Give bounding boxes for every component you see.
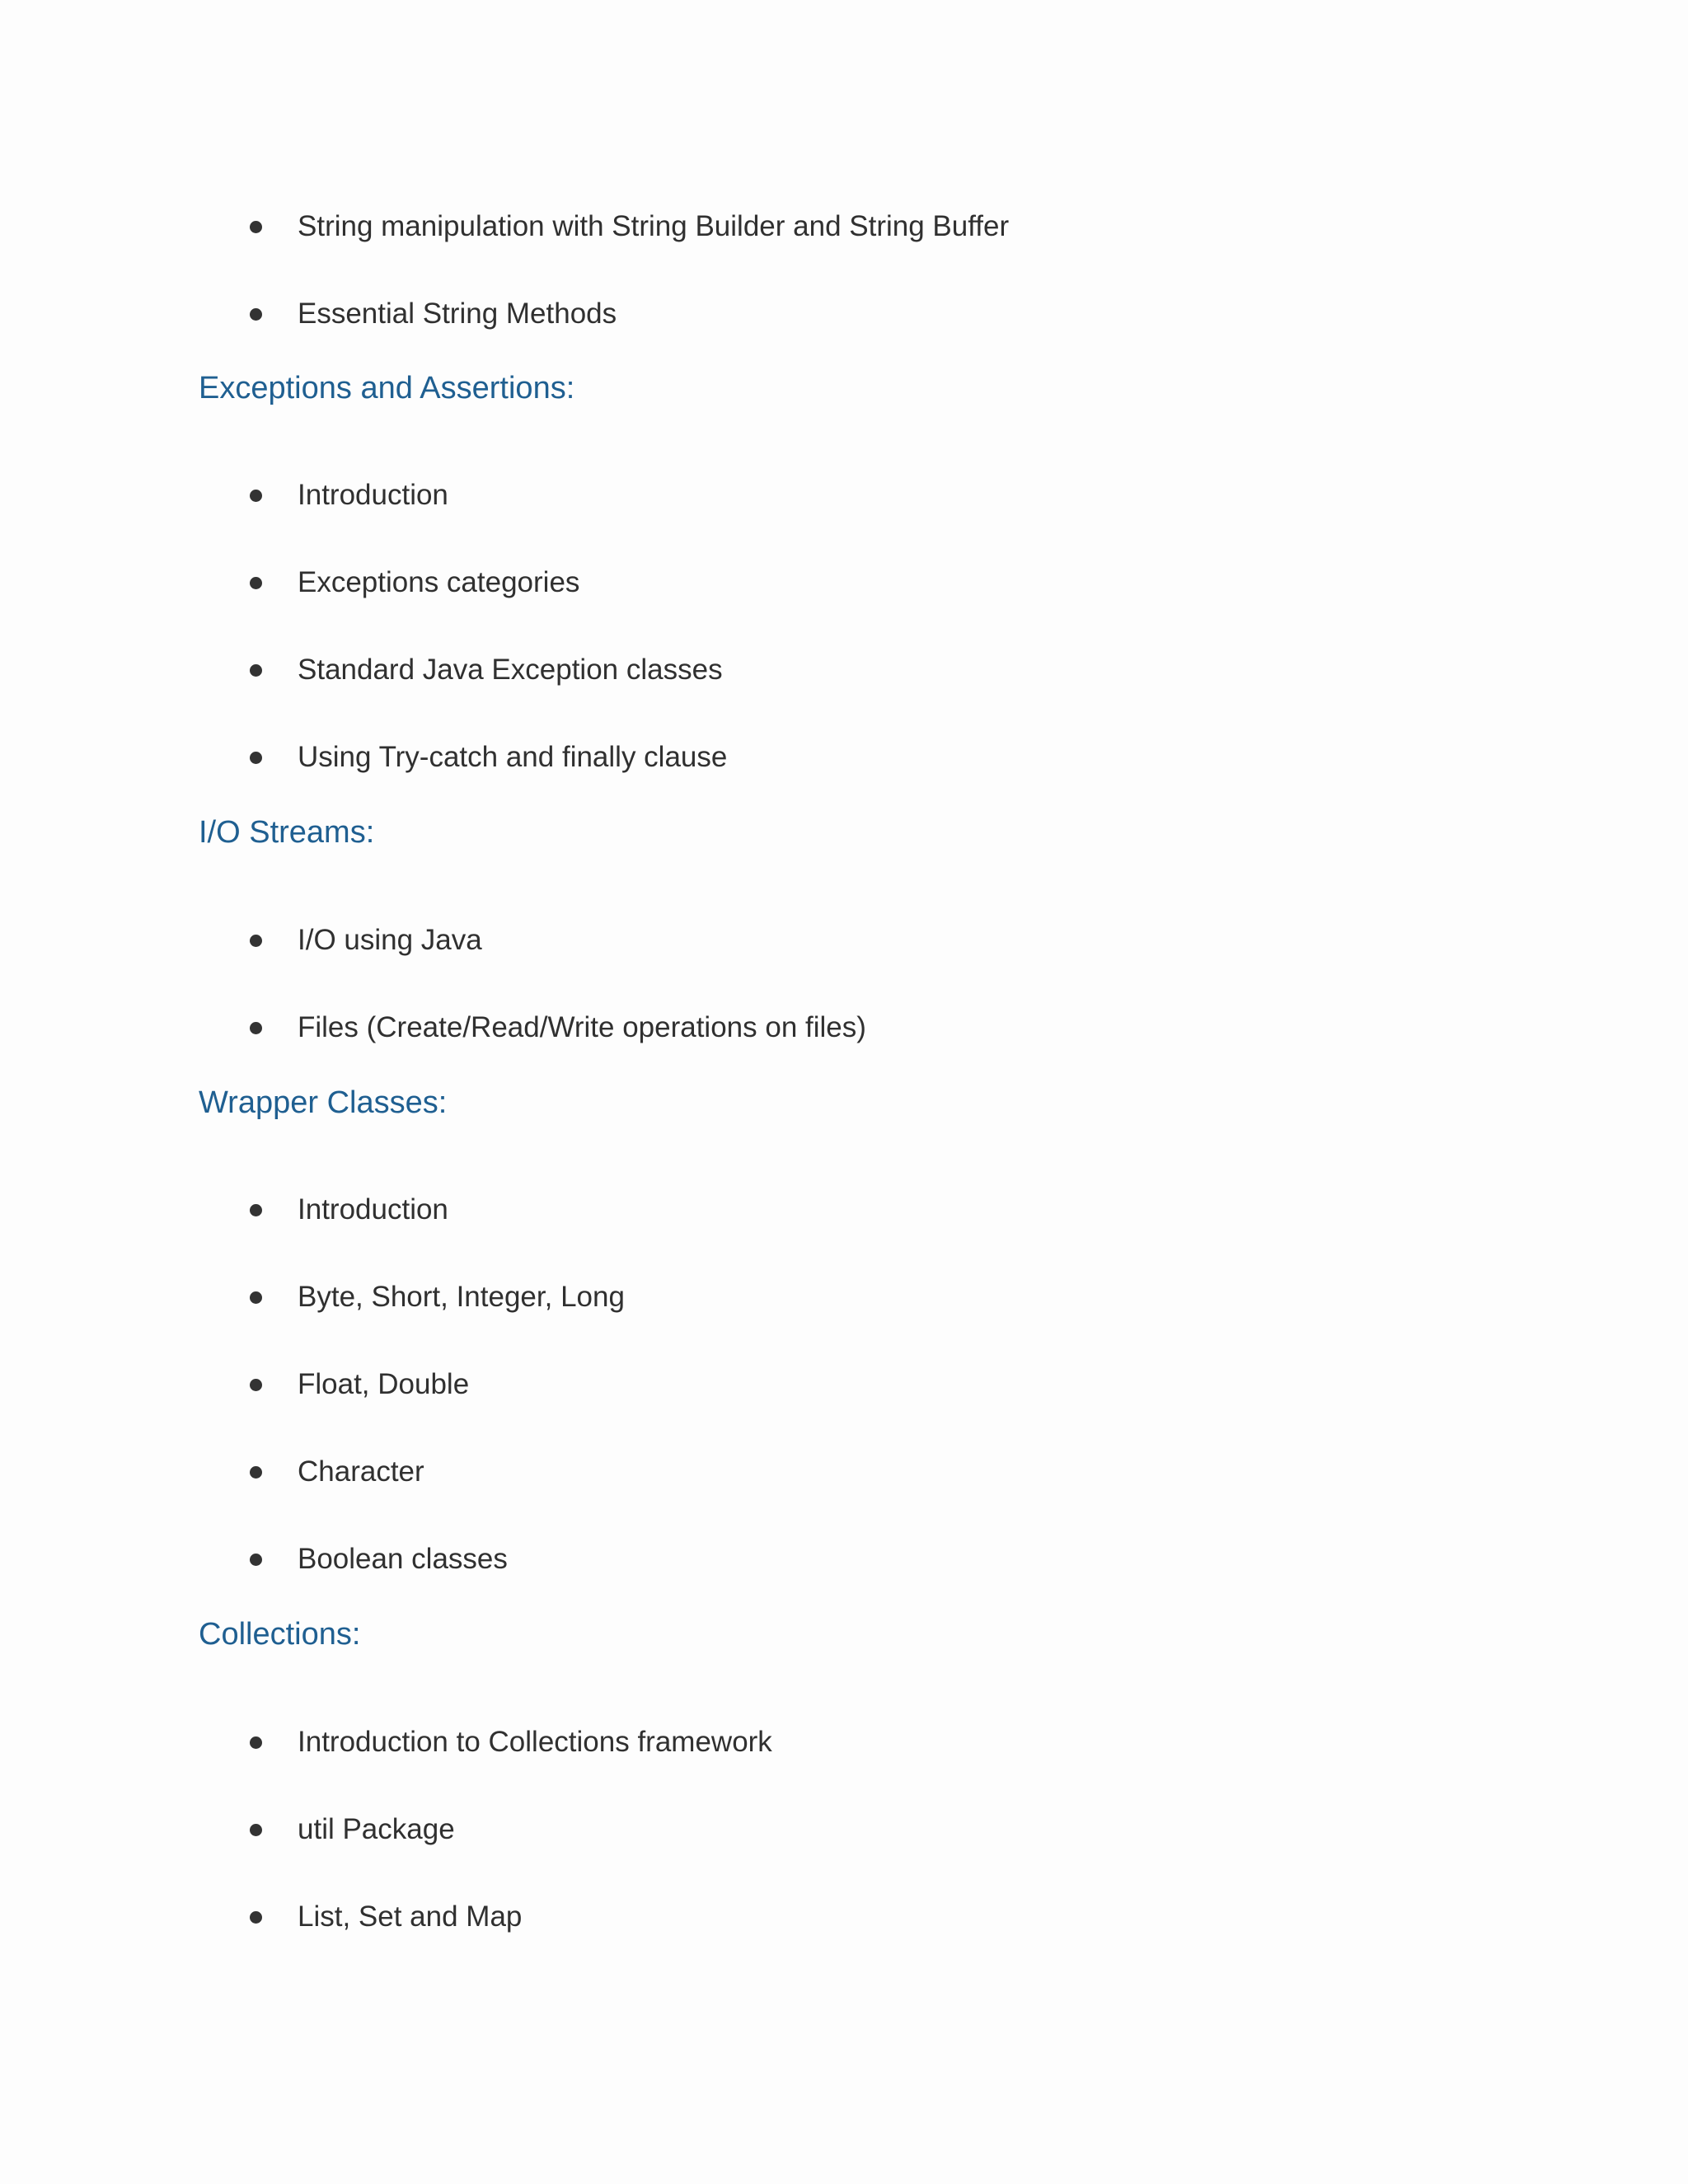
bullet-icon [250,308,262,321]
section-heading-wrapper-classes: Wrapper Classes: [199,1085,448,1120]
section-heading-exceptions: Exceptions and Assertions: [199,371,575,405]
bullet-icon [250,664,262,677]
bullet-icon [250,1204,262,1216]
section-heading-io-streams: I/O Streams: [199,815,375,850]
bullet-icon [250,1466,262,1479]
list-item-text: I/O using Java [298,924,482,956]
list-item-text: String manipulation with String Builder and String Buffer [298,210,1010,242]
list-item-text: Byte, Short, Integer, Long [298,1281,625,1313]
list-item-text: Boolean classes [298,1543,508,1575]
bullet-icon [250,1911,262,1924]
list-item-text: Introduction [298,479,448,511]
bullet-icon [250,1736,262,1749]
list-item-text: Introduction [298,1193,448,1226]
list-item-text: Files (Create/Read/Write operations on files) [298,1011,866,1043]
list-item-text: Float, Double [298,1368,470,1400]
bullet-icon [250,1379,262,1391]
bullet-icon [250,935,262,947]
list-item-text: List, Set and Map [298,1900,523,1933]
list-item-text: Introduction to Collections framework [298,1726,772,1758]
bullet-icon [250,1291,262,1304]
bullet-icon [250,221,262,233]
bullet-icon [250,490,262,502]
list-item-text: Essential String Methods [298,298,617,330]
list-item-text: Standard Java Exception classes [298,654,723,686]
bullet-icon [250,1554,262,1566]
bullet-icon [250,1824,262,1836]
bullet-icon [250,1022,262,1034]
section-heading-collections: Collections: [199,1617,361,1652]
bullet-icon [250,577,262,589]
list-item-text: util Package [298,1813,455,1845]
list-item-text: Character [298,1455,424,1488]
list-item-text: Using Try-catch and finally clause [298,741,728,773]
list-item-text: Exceptions categories [298,566,580,598]
bullet-icon [250,752,262,764]
